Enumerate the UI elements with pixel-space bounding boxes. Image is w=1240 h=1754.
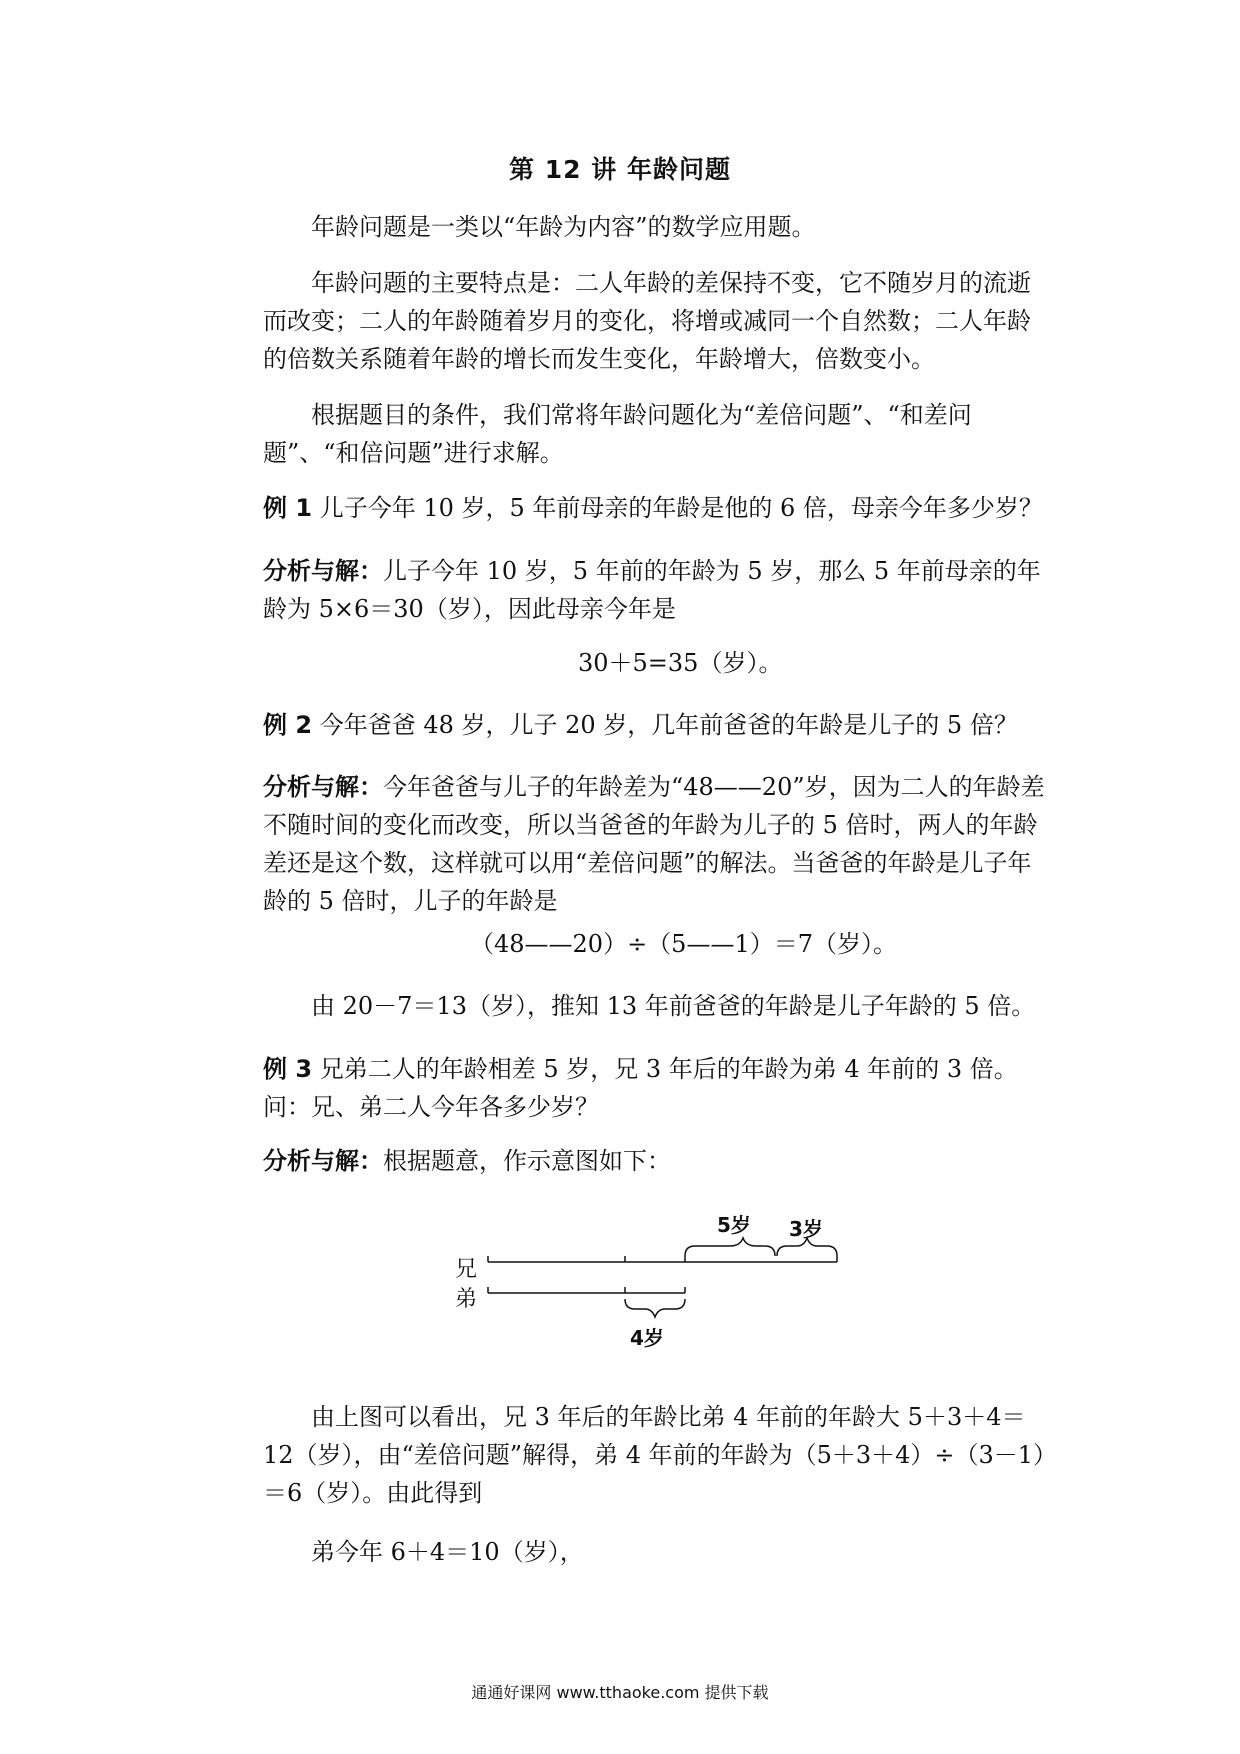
example-1-analysis-text: 儿子今年 10 岁，5 年前的年龄为 5 岁，那么 5 年前母亲的年龄为 5×6＝30（岁），因此母亲今年是 [263,557,1041,623]
example-2-analysis-text: 今年爸爸与儿子的年龄差为“48——20”岁，因为二人的年龄差不随时间的变化而改变，所以当爸爸的年龄为儿子的 5 倍时，两人的年龄差还是这个数，这样就可以用“差倍问题”的解法。当爸爸的年龄是儿子年龄的 5 倍时，儿子的年龄是 [263,773,1045,915]
example-3-analysis [263,1142,1053,1180]
example-2-conclusion: 由 20－7＝13（岁），推知 13 年前爸爸的年龄是儿子年龄的 5 倍。 [311,992,1036,1020]
page-title: 第 12 讲 年龄问题 [509,155,731,184]
example-1-label: 例 1 [263,494,313,522]
example-3-text: 兄弟二人的年龄相差 5 岁，兄 3 年后的年龄为弟 4 年前的 3 倍。问：兄、弟二人今年各多少岁？ [263,1055,1018,1121]
example-3-label: 例 3 [263,1055,313,1083]
example-1-analysis-label: 分析与解： [263,557,383,585]
example-1-question [263,489,1053,527]
label-3-years: 3岁 [789,1217,823,1241]
age-diagram-svg [440,1205,860,1355]
brace-5-years [685,1238,775,1256]
example-2-formula: （48——20）÷（5——1）＝7（岁）。 [470,930,897,958]
example-3-analysis-text: 根据题意，作示意图如下： [383,1147,671,1175]
example-2-label: 例 2 [263,711,313,739]
intro-paragraph-1: 年龄问题是一类以“年龄为内容”的数学应用题。 [311,213,816,241]
example-2-analysis [263,768,1053,920]
brother-label: 兄 [455,1257,478,1282]
label-5-years: 5岁 [717,1213,751,1237]
example-1-text: 儿子今年 10 岁，5 年前母亲的年龄是他的 6 倍，母亲今年多少岁？ [319,494,1043,522]
example-3-question [263,1050,1053,1126]
label-4-years: 4岁 [630,1326,664,1350]
example-1-analysis [263,552,1053,628]
example-2-analysis-label: 分析与解： [263,773,383,801]
example-2-question [263,706,1053,744]
example-3-result: 弟今年 6＋4＝10（岁）， [311,1538,584,1566]
younger-brother-label: 弟 [455,1287,478,1312]
brace-4-years [625,1299,685,1317]
page-footer: 通通好课网 www.tthaoke.com 提供下载 [471,1683,769,1702]
example-1-formula: 30＋5=35（岁）。 [578,649,783,677]
intro-paragraph-2: 年龄问题的主要特点是：二人年龄的差保持不变，它不随岁月的流逝而改变；二人的年龄随着岁月的变化，将增或减同一个自然数；二人年龄的倍数关系随着年龄的增长而发生变化，年龄增大，倍数变小。 [263,269,1031,373]
intro-paragraph-3: 根据题目的条件，我们常将年龄问题化为“差倍问题”、“和差问题”、“和倍问题”进行求解。 [263,401,972,467]
age-diagram [440,1205,860,1355]
example-2-text: 今年爸爸 48 岁，儿子 20 岁，几年前爸爸的年龄是儿子的 5 倍？ [319,711,1018,739]
example-3-explanation: 由上图可以看出，兄 3 年后的年龄比弟 4 年前的年龄大 5＋3＋4＝12（岁），由“差倍问题”解得，弟 4 年前的年龄为（5＋3＋4）÷（3－1）＝6（岁）。由此得到 [263,1403,1046,1507]
example-3-analysis-label: 分析与解： [263,1147,383,1175]
